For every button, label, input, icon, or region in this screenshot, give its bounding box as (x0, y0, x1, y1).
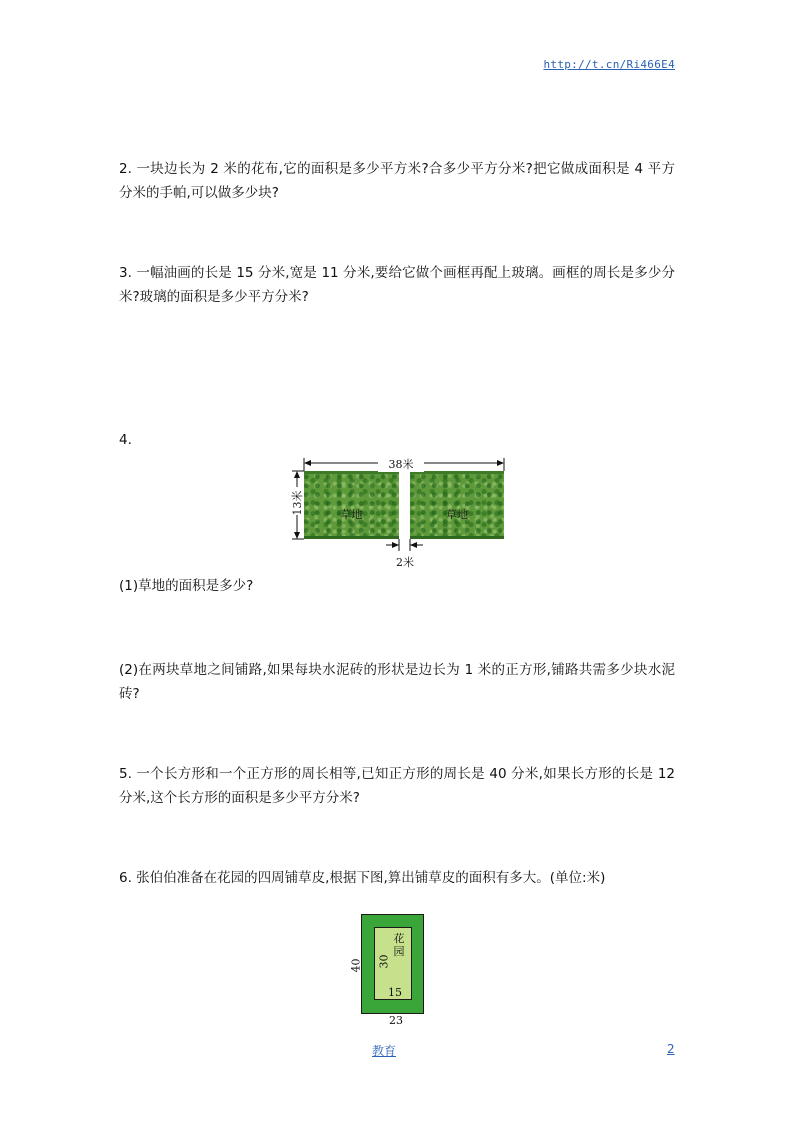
question-2: 2. 一块边长为 2 米的花布,它的面积是多少平方米?合多少平方分米?把它做成面积是 4 平方分米的手帕,可以做多少块? (119, 161, 675, 201)
question-4-number: 4. (119, 432, 132, 448)
question-4-sub2: (2)在两块草地之间铺路,如果每块水泥砖的形状是边长为 1 米的正方形,铺路共需多少块水泥砖? (119, 662, 675, 702)
grass-left-label: 草地 (340, 508, 363, 521)
grass-left (304, 471, 399, 539)
question-6: 6. 张伯伯准备在花园的四周铺草皮,根据下图,算出铺草皮的面积有多大。(单位:米) (119, 870, 606, 886)
garden-label: 花园 (393, 932, 405, 958)
inner-height-label: 30 (377, 954, 391, 969)
garden-figure (346, 912, 436, 1028)
grass-right-label: 草地 (446, 508, 468, 521)
height-label: 13米 (291, 490, 304, 516)
grass-figure (286, 455, 512, 571)
outer-width-label: 23 (389, 1014, 403, 1027)
outer-height-label: 40 (349, 958, 363, 973)
total-width-label: 38米 (378, 456, 424, 472)
inner-width-label: 15 (388, 986, 402, 999)
question-4-sub1: (1)草地的面积是多少? (119, 578, 254, 594)
footer-link[interactable]: 教育 (372, 1044, 397, 1058)
question-3: 3. 一幅油画的长是 15 分米,宽是 11 分米,要给它做个画框再配上玻璃。画框的周长是多少分米?玻璃的面积是多少平方分米? (119, 265, 675, 305)
path-width-label: 2米 (396, 556, 414, 569)
question-5: 5. 一个长方形和一个正方形的周长相等,已知正方形的周长是 40 分米,如果长方形的长是 12 分米,这个长方形的面积是多少平方分米? (119, 766, 675, 806)
page-number[interactable]: 2 (667, 1042, 675, 1056)
header-url-link[interactable]: http://t.cn/Ri466E4 (543, 58, 675, 71)
grass-right (410, 471, 504, 539)
